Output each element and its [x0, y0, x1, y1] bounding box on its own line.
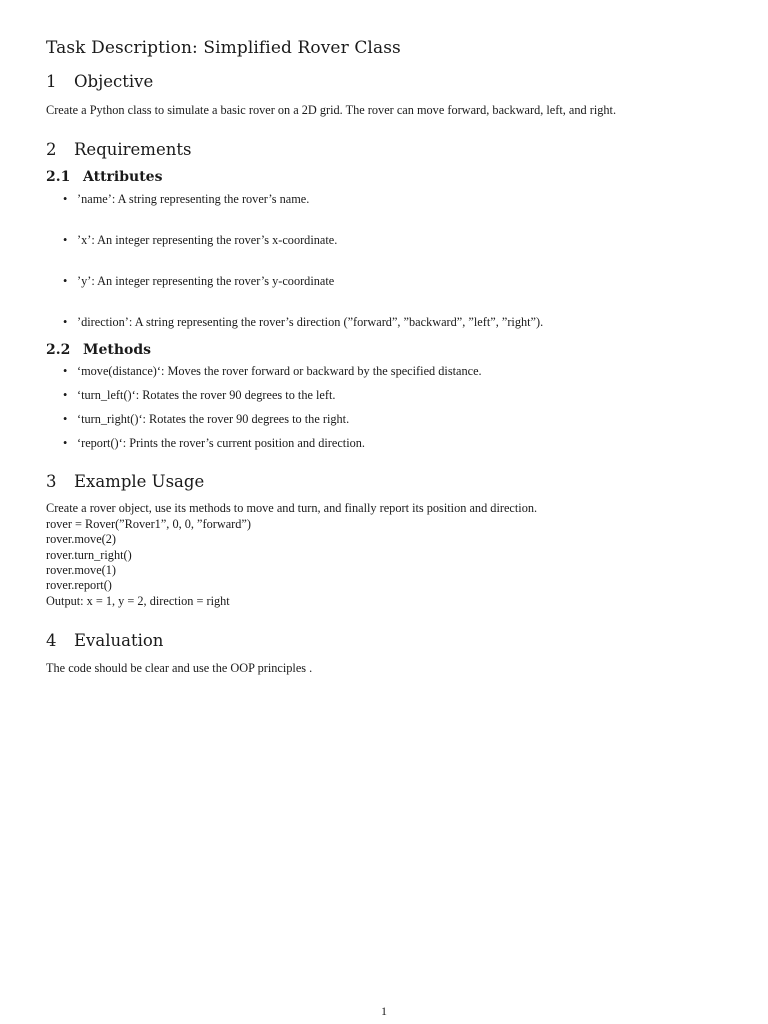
methods-list [46, 364, 726, 451]
list-item-text: ’direction’: A string representing the rover’s direction (”forward”, ”backward”, ”left”, ”right”). [77, 315, 544, 330]
list-item [46, 436, 726, 451]
example-intro: Create a rover object, use its methods to move and turn, and finally report its position and direction. [46, 501, 538, 516]
document-title: Task Description: Simplified Rover Class [46, 38, 401, 58]
objective-text: Create a Python class to simulate a basic rover on a 2D grid. The rover can move forward, backward, left, and right. [46, 103, 617, 117]
section-title: Evaluation [74, 631, 164, 651]
attributes-list [46, 192, 726, 330]
section-number: 1 [46, 72, 57, 91]
list-item-text: ’name’: A string representing the rover’s name. [77, 192, 310, 207]
example-line: rover.move(2) [46, 532, 116, 547]
subsection-number: 2.2 [46, 342, 71, 359]
list-item-text: ‘move(distance)‘: Moves the rover forward or backward by the specified distance. [77, 364, 482, 379]
page-number: 1 [381, 1004, 387, 1018]
subsection-title: Methods [83, 342, 152, 359]
subsection-heading-methods [46, 342, 726, 358]
list-item-text: ’x’: An integer representing the rover’s x-coordinate. [77, 233, 338, 248]
bullet-icon: • [63, 315, 68, 330]
evaluation-text: The code should be clear and use the OOP principles . [46, 661, 313, 676]
bullet-icon: • [63, 274, 68, 289]
section-number: 3 [46, 472, 57, 492]
bullet-icon: • [63, 388, 68, 403]
subsection-number: 2.1 [46, 169, 71, 186]
example-block [46, 501, 726, 609]
section-title: Example Usage [74, 472, 205, 492]
list-item-text: ‘turn_right()‘: Rotates the rover 90 degrees to the right. [77, 412, 350, 427]
list-item-text: ‘report()‘: Prints the rover’s current position and direction. [77, 436, 365, 451]
subsection-title: Attributes [83, 169, 163, 186]
list-item [46, 412, 726, 427]
subsection-heading-attributes [46, 169, 726, 185]
section-number: 2 [46, 140, 57, 160]
example-line: rover.turn_right() [46, 547, 132, 562]
example-output: Output: x = 1, y = 2, direction = right [46, 593, 230, 608]
document-page [46, 38, 726, 677]
bullet-icon: • [63, 364, 68, 379]
example-line: rover = Rover(”Rover1”, 0, 0, ”forward”) [46, 516, 251, 531]
list-item [46, 315, 726, 330]
bullet-icon: • [63, 233, 68, 248]
section-title: Requirements [74, 140, 192, 160]
section-heading-example-usage [46, 472, 726, 491]
example-line: rover.move(1) [46, 563, 116, 578]
section-heading-requirements [46, 140, 726, 159]
bullet-icon: • [63, 412, 68, 427]
list-item [46, 233, 726, 248]
section-title: Objective [74, 72, 154, 91]
section-heading-evaluation [46, 631, 726, 650]
list-item-text: ‘turn_left()‘: Rotates the rover 90 degrees to the left. [77, 388, 336, 403]
list-item [46, 388, 726, 403]
list-item [46, 364, 726, 379]
list-item-text: ’y’: An integer representing the rover’s y-coordinate [77, 274, 335, 289]
section-number: 4 [46, 631, 57, 651]
bullet-icon: • [63, 436, 68, 451]
list-item [46, 274, 726, 289]
section-heading-objective [46, 72, 726, 91]
bullet-icon: • [63, 192, 68, 207]
list-item [46, 192, 726, 207]
example-line: rover.report() [46, 578, 112, 593]
